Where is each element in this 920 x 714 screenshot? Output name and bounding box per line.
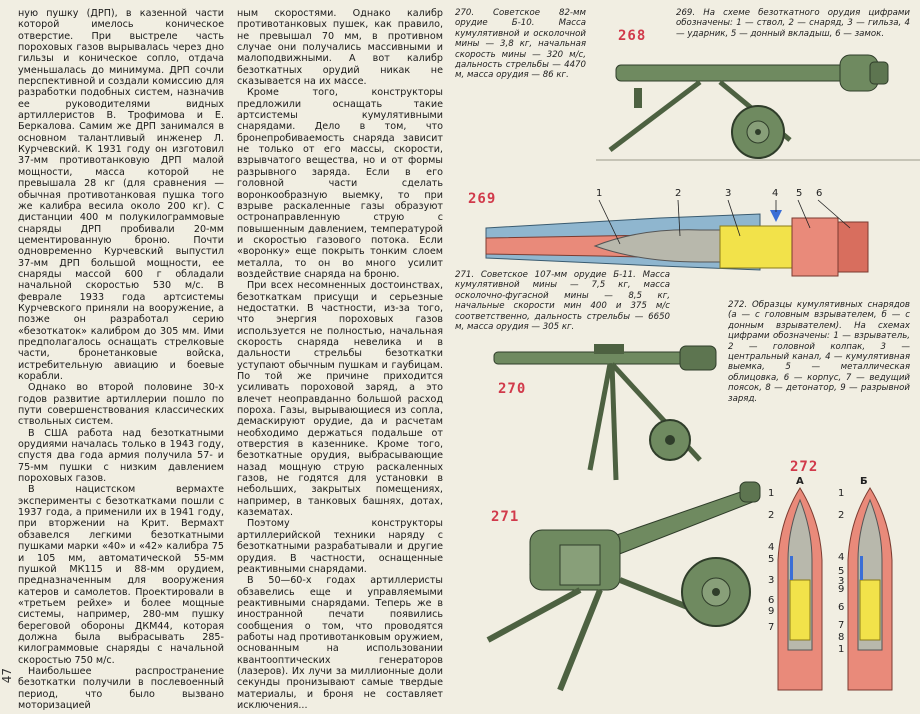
shell-b-number: 4 <box>838 552 845 563</box>
shell-a-number: 5 <box>768 554 775 565</box>
shell-a-label: А <box>796 476 804 487</box>
shell-a-number: 4 <box>768 542 775 553</box>
paragraph: Наибольшее распространение безоткатки получили в послевоенный период, что было вызвано моторизацией <box>18 665 224 711</box>
figure-badge-271: 271 <box>491 509 520 525</box>
shell-a-number: 2 <box>768 510 775 521</box>
shell-b-number: 1 <box>838 644 845 655</box>
figure-badge-272: 272 <box>790 459 819 475</box>
caption-272: 272. Образцы кумулятивных снарядов (а — с головным взрывателем, б — с донным взрывателем). На схемах цифрами обозначены: 1 — взрыватель, 2 — головной колпак, 3 — центральный канал, 4 — кумулятивная выемка, 5 — металлическая облицовка, 6 — корпус, 7 — ведущий поясок, 8 — детонатор, 9 — разрывной заряд. <box>728 300 910 404</box>
shell-b-number: 2 <box>838 510 845 521</box>
paragraph: При всех несомненных достоинствах, безоткаткам присущи и серьезные недостатки. В частности, из-за того, что энергия пороховых газов используется не полностью, начальная скорость снаряда невелика и в дальности стрельбы безоткатки уступают обычным пушкам и гаубицам. По той же причине приходится усиливать пороховой заряд, а это влечет неоправданно большой расход пороха. Газы, вырывающиеся из сопла, демаскируют орудие, да и расчетам необходимо держаться подальше от отверстия в казеннике. Кроме того, безоткатные орудия, выбрасывающие назад мощную струю раскаленных газов, не годятся для установки в небольших, закрытых помещениях, например, в танковых башнях, дотах, казематах. <box>237 280 443 519</box>
figure-271-gun <box>488 482 760 690</box>
shell-a-number: 3 <box>768 575 775 586</box>
figure-badge-270: 270 <box>498 381 527 397</box>
figure-272-shells <box>768 476 892 690</box>
paragraph: В 50—60-х годах артиллеристы обзавелись еще и управляемыми реактивными снарядами. Теперь же в иностранной печати появились сообщения о том, что проводятся работы над противотанковым оружием, основанным на использовании квантооптических генераторов (лазеров). Их лучи за миллионные доли секунды пронизывают самые твердые материалы, и броня не составляет исключения... <box>237 575 443 711</box>
shell-a-number: 1 <box>768 488 775 499</box>
shell-b-number: 3 <box>838 576 845 587</box>
paragraph: Поэтому конструкторы артиллерийской техники наряду с безоткатными разрабатывали и другие орудия. В частности, оснащенные реактивными снарядами. <box>237 518 443 575</box>
paragraph: Кроме того, конструкторы предложили оснащать такие артсистемы кумулятивными снарядами. Дело в том, что бронепробиваемость снаряда зависит не только от его массы, скорости, взрывчатого вещества, но и от формы разрывного заряда. Если в его головной части сделать воронкообразную выемку, то при взрыве раскаленные газы образуют остронаправленную струю с повышенным давлением, температурой и скоростью газового потока. Если «воронку» еще покрыть тонким слоем металла, то он во много усилит воздействие снаряда на броню. <box>237 87 443 280</box>
diagram-269-label: 2 <box>675 188 682 199</box>
shell-b-number: 9 <box>838 584 845 595</box>
diagram-269-label: 3 <box>725 188 732 199</box>
shell-a-number: 6 <box>768 595 775 606</box>
figure-270-gun <box>494 344 716 480</box>
diagram-269-label: 5 <box>796 188 803 199</box>
caption-271: 271. Советское 107-мм орудие Б-11. Масса кумулятивной мины — 7,5 кг, масса осколочно-фугасной мины — 8,5 кг, начальные скорости мин 400 и 375 м/с соответственно, дальность стрельбы — 6650 м, масса орудия — 305 кг. <box>455 270 670 333</box>
figure-badge-268: 268 <box>618 28 647 44</box>
caption-269-body: 1 — ствол, 2 — снаряд, 3 — гильза, 4 — ударник, 5 — донный вкладыш, 6 — замок. <box>676 18 911 39</box>
paragraph: Однако во второй половине 30-х годов развитие артиллерии пошло по пути совершенствования классических ствольных систем. <box>18 382 224 428</box>
paragraph: В нацистском вермахте эксперименты с безоткатками пошли с 1937 года, а применили их в 1941 году, при вторжении на Крит. Вермахт обзавелся легкими безоткатными пушками марки «40» и «42» калибра 75 и 105 мм, автоматической 55-мм пушкой МК115 и 88-мм орудием, предназначенным для вооружения катеров и самолетов. Проектировали в «третьем рейхе» и более мощные системы, например, 280-мм пушку береговой обороны ДКМ44, которая должна была выбрасывать 285-килограммовые снаряды с начальной скоростью 750 м/с. <box>18 484 224 666</box>
figure-badge-269: 269 <box>468 191 497 207</box>
paragraph: ным скоростями. Однако калибр противотанковых пушек, как правило, не превышал 70 мм, в противном случае они получались массивными и малоподвижными. А вот калибр безоткатных орудий никак не сказывается на их массе. <box>237 8 443 88</box>
shell-b-number: 1 <box>838 488 845 499</box>
shell-b-label: Б <box>860 476 868 487</box>
page-number: 47 <box>0 668 14 684</box>
shell-b-number: 7 <box>838 620 845 631</box>
shell-b-number: 8 <box>838 632 845 643</box>
shell-b-number: 6 <box>838 602 845 613</box>
paragraph: В США работа над безоткатными орудиями началась только в 1943 году, спустя два года армия получила 57- и 75-мм пушки с низким давлением пороховых газов. <box>18 427 224 485</box>
diagram-269-label: 4 <box>772 188 779 199</box>
diagram-269-label: 6 <box>816 188 823 199</box>
figure-268-gun <box>596 55 920 160</box>
figure-269-diagram <box>486 188 868 276</box>
diagram-269-label: 1 <box>596 188 603 199</box>
shell-a-number: 9 <box>768 606 775 617</box>
caption-269-head: 269. На схеме безоткатного орудия цифрами обозначены: <box>676 8 910 29</box>
shell-b-number: 5 <box>838 566 845 577</box>
shell-a-number: 7 <box>768 622 775 633</box>
caption-270: 270. Советское 82-мм орудие Б-10. Масса кумулятивной и осколочной мины — 3,8 кг, начальная скорость мины — 320 м/с, дальность стрельбы — 4470 м, масса орудия — 86 кг. <box>455 8 586 81</box>
paragraph: ную пушку (ДРП), в казенной части которой имелось коническое отверстие. При выстреле часть пороховых газов вырывалась через дно гильзы и коническое сопло, отдача уменьшалась до минимума. ДРП сочли перспективной и создали комиссию для разработки подобных систем, назначив ее руководителями видных артиллеристов В. Трофимова и Е. Беркалова. Самим же ДРП занимался в основном талантливый инженер Л. Курчевский. К 1931 году он изготовил 37-мм противотанковую ДРП малой мощности, масса которой не превышала 28 кг (для сравнения — обычная противотанковая пушка того же калибра весила около 200 кг). С дистанции 400 м полукилограммовые снаряды ДРП пробивали 20-мм цементированную броню. Почти одновременно Курчевский выпустил 37-мм ДРП большой мощности, ее снаряды массой 600 г обладали начальной скоростью 530 м/с. В феврале 1933 года артсистемы Курчевского приняли на вооружение, а позже он разработал серию «безоткаток» калибром до 305 мм. Ими предполагалось оснащать стрелковые части, бронетанковые войска, истребительную авиацию и боевые корабли. <box>18 8 224 382</box>
